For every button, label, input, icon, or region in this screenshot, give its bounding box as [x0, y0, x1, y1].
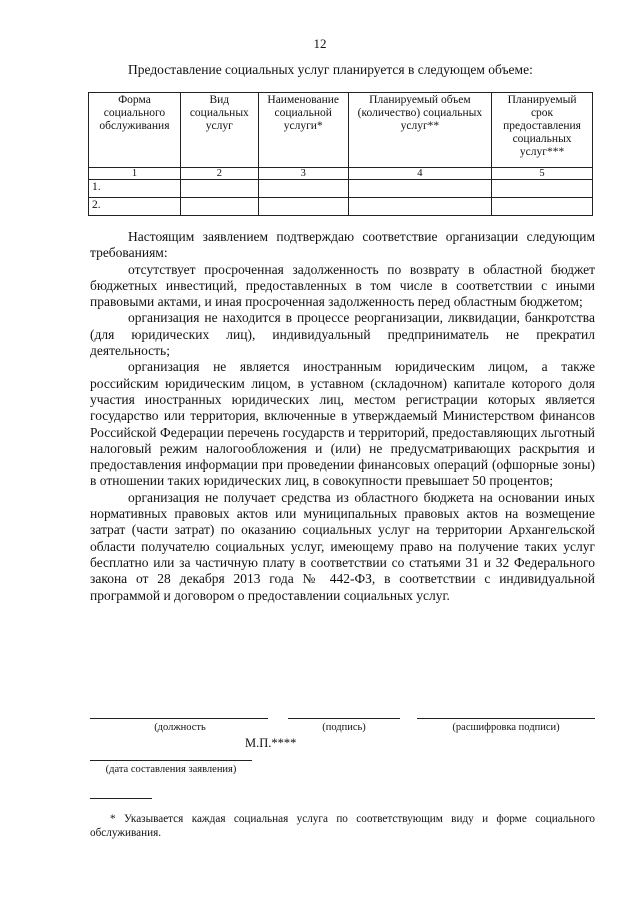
row-number: 2. — [89, 198, 181, 216]
table-row — [89, 180, 593, 198]
intro-text: Предоставление социальных услуг планируется в следующем объеме: — [128, 62, 533, 77]
signature-line — [288, 718, 400, 719]
header-kind: Вид социальных услуг — [180, 93, 258, 168]
requirements-text — [90, 229, 595, 604]
column-number: 4 — [348, 168, 491, 180]
table-cell — [492, 198, 593, 216]
paragraph: организация не находится в процессе реорганизации, ликвидации, банкротства (для юридических лиц), индивидуальный предприниматель не прекратил деятельность; — [90, 310, 595, 359]
table-cell — [348, 198, 491, 216]
header-term: Планируемый срок предоставления социальных услуг*** — [492, 93, 593, 168]
table-cell — [258, 180, 348, 198]
column-number: 5 — [492, 168, 593, 180]
signature-caption: (подпись) — [322, 722, 366, 733]
footnote-divider — [90, 798, 152, 799]
position-line — [90, 718, 268, 719]
table-cell — [258, 198, 348, 216]
stamp-label: М.П.**** — [245, 736, 297, 750]
table-cell — [180, 180, 258, 198]
table-cell — [180, 198, 258, 216]
header-form: Форма социального обслуживания — [89, 93, 181, 168]
column-number: 2 — [180, 168, 258, 180]
header-name: Наименование социальной услуги* — [258, 93, 348, 168]
column-number-row — [89, 168, 593, 180]
position-caption: (должность — [154, 722, 206, 733]
paragraph: Настоящим заявлением подтверждаю соответствие организации следующим требованиям: — [90, 229, 595, 261]
column-number: 1 — [89, 168, 181, 180]
services-table — [88, 92, 593, 216]
date-caption: (дата составления заявления) — [105, 764, 237, 775]
table-cell — [492, 180, 593, 198]
paragraph: организация не получает средства из областного бюджета на основании иных нормативных правовых актов или муниципальных правовых актов на возмещение затрат (части затрат) по оказанию социальных услуг на территории Архангельской области получателю социальных услуг, имеющему право на получение таких услуг бесплатно или за частичную плату в соответствии со статьями 31 и 32 Федерального закона от 28 декабря 2013 года № 442-ФЗ, в соответствии с индивидуальной программой и договором о предоставлении социальных услуг. — [90, 489, 595, 603]
page-number: 12 — [313, 36, 327, 51]
decoding-caption: (расшифровка подписи) — [452, 722, 560, 733]
date-line — [90, 760, 252, 761]
table-row — [89, 198, 593, 216]
paragraph: отсутствует просроченная задолженность по возврату в областной бюджет бюджетных инвестиций, предоставленных в том числе в соответствии с иными правовыми актами, и иная просроченная задолженность перед областным бюджетом; — [90, 261, 595, 310]
header-volume: Планируемый объем (количество) социальных услуг** — [348, 93, 491, 168]
table-header-row — [89, 93, 593, 168]
table-cell — [348, 180, 491, 198]
footnote: * Указывается каждая социальная услуга по соответствующим виду и форме социального обслуживания. — [90, 813, 595, 839]
paragraph: организация не является иностранным юридическим лицом, а также российским юридическим лицом, в уставном (складочном) капитале которого доля участия иностранных юридических лиц, местом регистрации которых является государство или территория, включенные в утверждаемый Министерством финансов Российской Федерации перечень государств и территорий, предоставляющих льготный налоговый режим налогообложения и (или) не предусматривающих раскрытия и предоставления информации при проведении финансовых операций (офшорные зоны) в отношении таких юридических лиц, в совокупности превышает 50 процентов; — [90, 359, 595, 489]
decoding-line — [417, 718, 595, 719]
column-number: 3 — [258, 168, 348, 180]
row-number: 1. — [89, 180, 181, 198]
